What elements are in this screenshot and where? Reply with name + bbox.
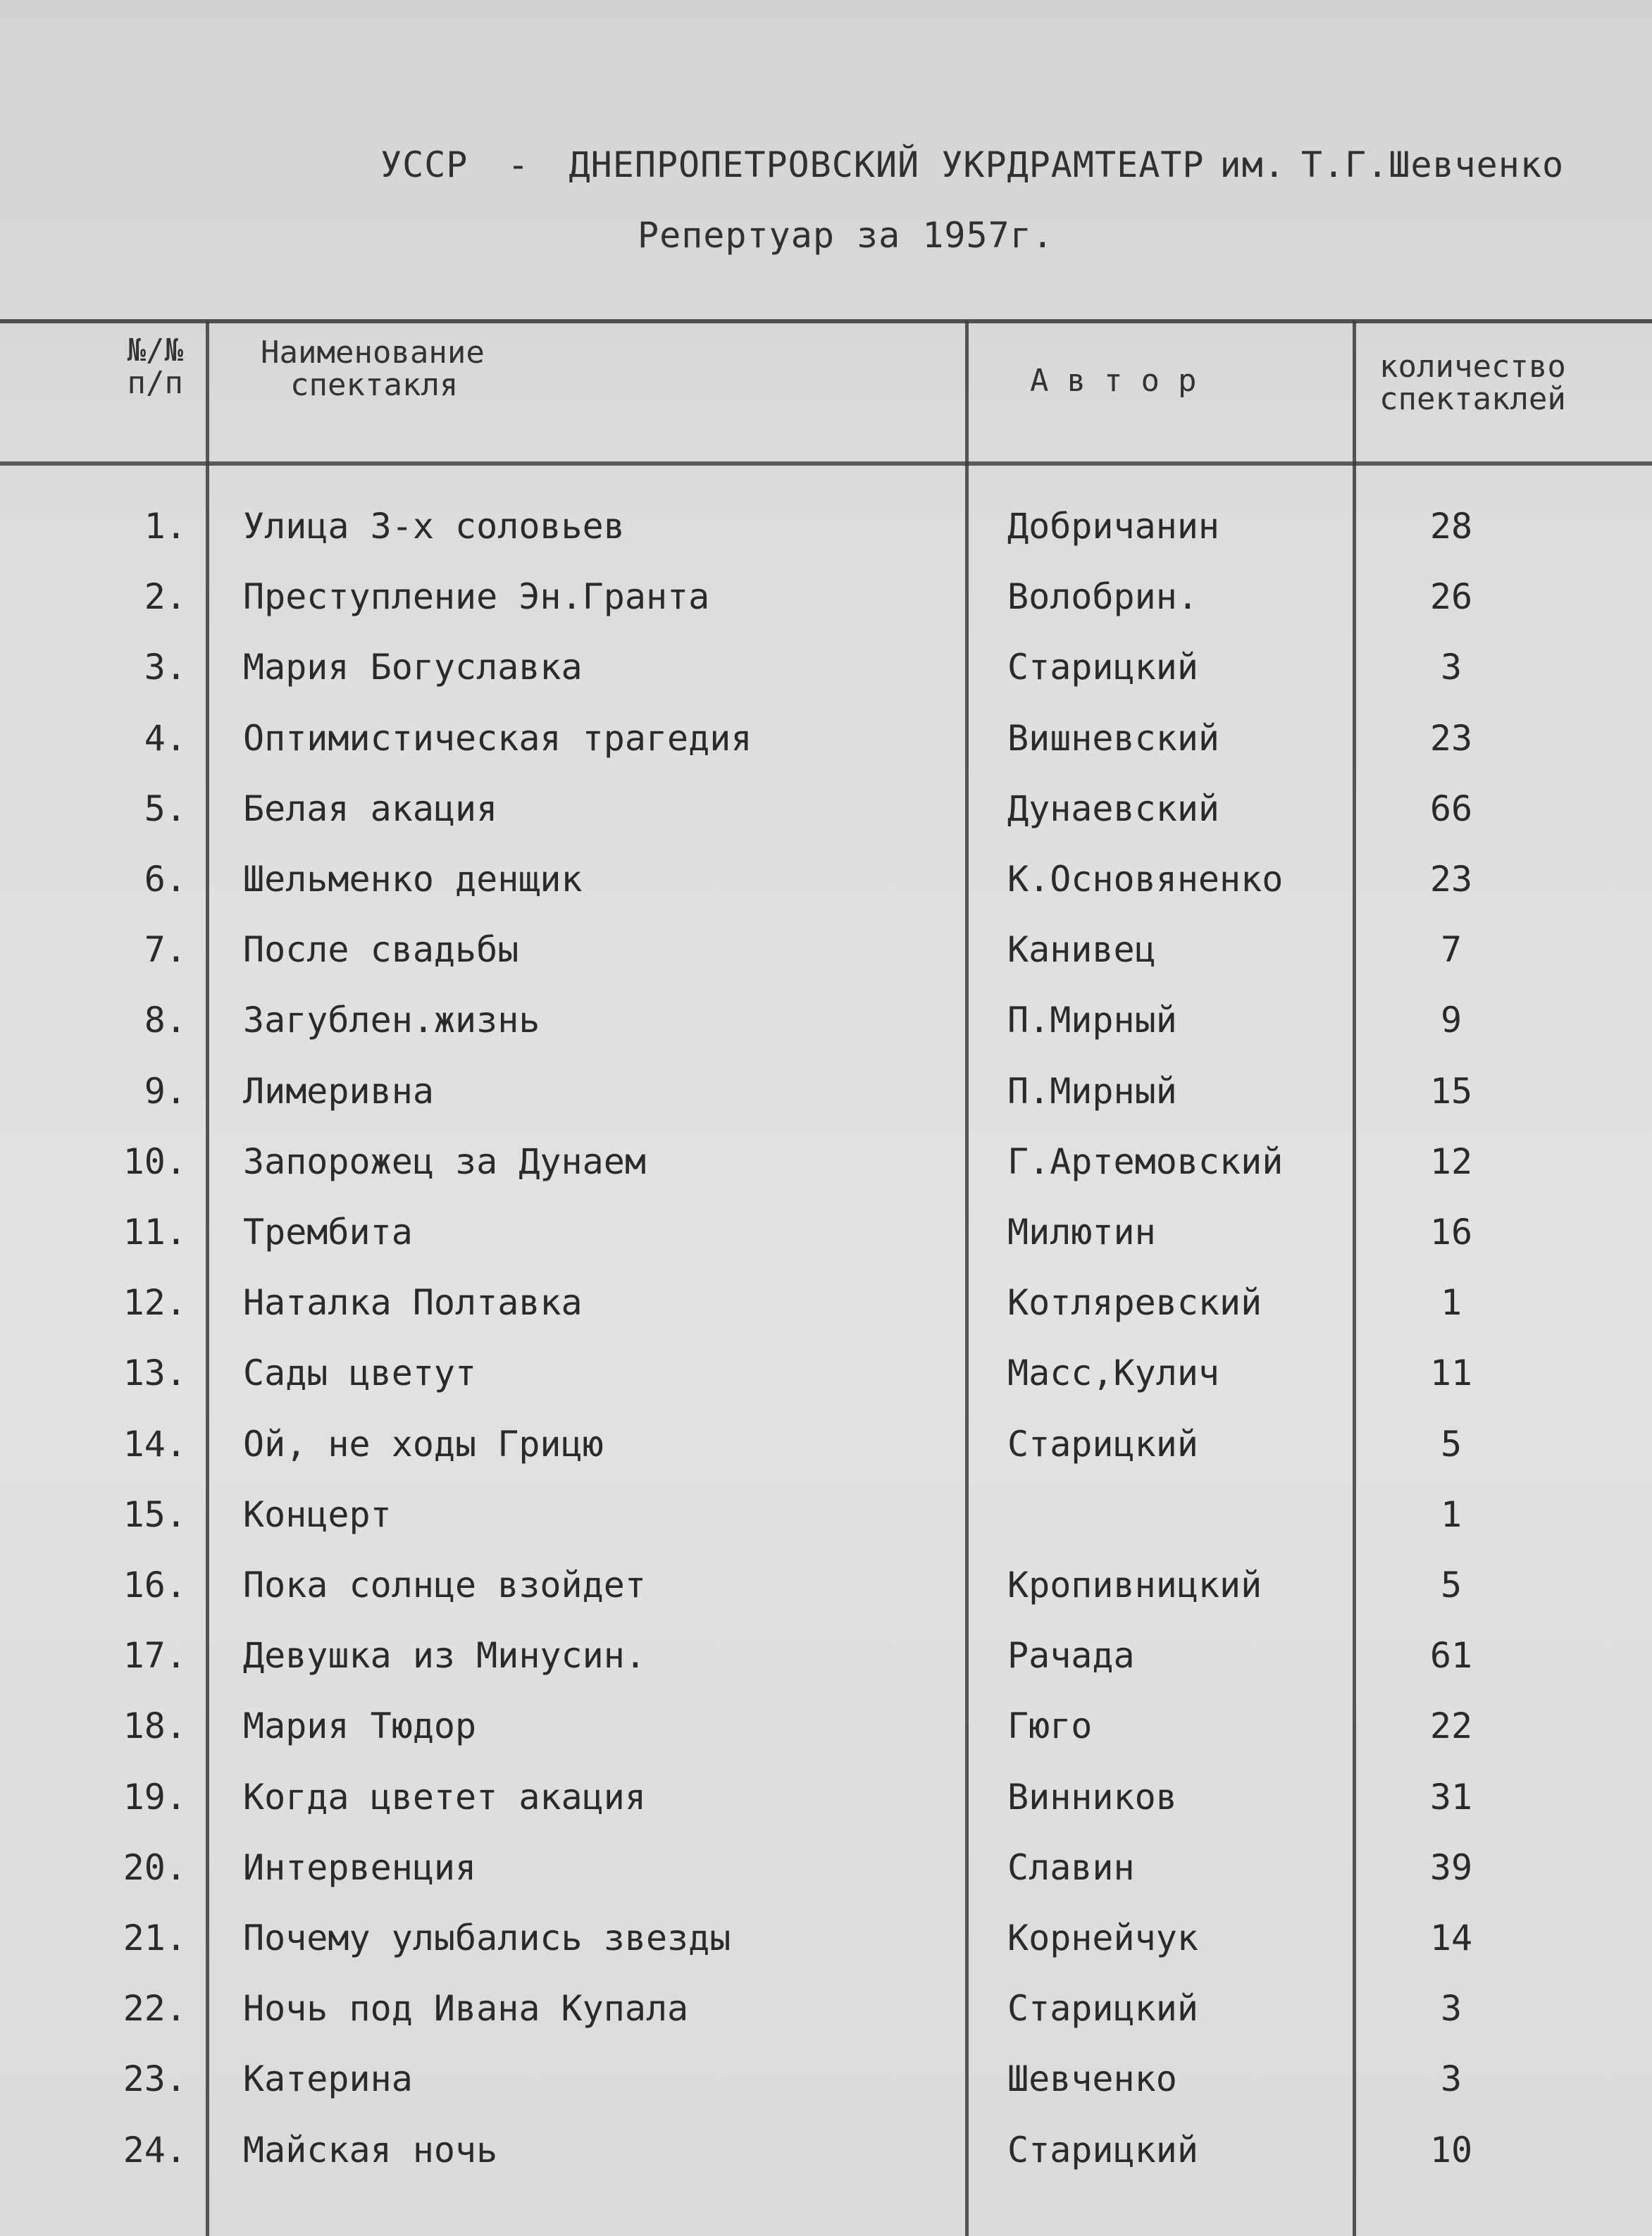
row-number: 7. xyxy=(144,929,187,970)
table-row xyxy=(0,1282,1652,1353)
row-performance-count: 1 xyxy=(1440,1494,1462,1535)
row-play-title: Мария Тюдор xyxy=(243,1706,477,1746)
row-performance-count: 3 xyxy=(1440,647,1462,688)
title-dash: - xyxy=(507,144,530,185)
header-count xyxy=(1379,351,1566,416)
row-performance-count: 11 xyxy=(1429,1353,1473,1393)
row-number: 6. xyxy=(144,859,187,900)
row-number: 1. xyxy=(144,506,187,547)
row-play-title: Запорожец за Дунаем xyxy=(243,1141,646,1182)
document-subtitle: Репертуар за 1957г. xyxy=(638,215,1054,256)
row-performance-count: 28 xyxy=(1429,506,1473,547)
table-row xyxy=(0,929,1652,1000)
table-header-rule xyxy=(0,461,1652,466)
table-row xyxy=(0,859,1652,929)
row-number: 8. xyxy=(144,1000,187,1041)
table-row xyxy=(0,1212,1652,1282)
table-row xyxy=(0,718,1652,788)
row-play-title: Майская ночь xyxy=(243,2130,498,2170)
row-number: 24. xyxy=(123,2130,187,2170)
row-number: 12. xyxy=(123,1282,187,1323)
row-play-title: Трембита xyxy=(243,1212,413,1253)
row-performance-count: 3 xyxy=(1440,2058,1462,2099)
row-performance-count: 26 xyxy=(1429,576,1473,617)
header-author: Автор xyxy=(1030,363,1215,399)
row-performance-count: 16 xyxy=(1429,1212,1473,1253)
row-number: 21. xyxy=(123,1918,187,1958)
table-row xyxy=(0,506,1652,576)
row-play-title: Преступление Эн.Гранта xyxy=(243,576,710,617)
row-author: Гюго xyxy=(1007,1706,1093,1746)
row-performance-count: 22 xyxy=(1429,1706,1473,1746)
header-name-line1: Наименование xyxy=(261,335,485,371)
header-number xyxy=(77,335,183,399)
table-row xyxy=(0,647,1652,717)
table-row xyxy=(0,1424,1652,1494)
row-number: 23. xyxy=(123,2058,187,2099)
row-author: Дунаевский xyxy=(1007,788,1220,829)
row-author: Старицкий xyxy=(1007,1424,1198,1465)
row-play-title: Когда цветет акация xyxy=(243,1777,646,1818)
row-number: 10. xyxy=(123,1141,187,1182)
row-performance-count: 10 xyxy=(1429,2130,1473,2170)
row-play-title: Белая акация xyxy=(243,788,498,829)
row-author: Волобрин. xyxy=(1007,576,1198,617)
table-row xyxy=(0,1000,1652,1070)
row-number: 20. xyxy=(123,1847,187,1888)
row-author: Корнейчук xyxy=(1007,1918,1198,1958)
row-author: Старицкий xyxy=(1007,1988,1198,2029)
row-play-title: Загублен.жизнь xyxy=(243,1000,540,1041)
table-row xyxy=(0,2130,1652,2200)
row-number: 9. xyxy=(144,1071,187,1112)
row-number: 13. xyxy=(123,1353,187,1393)
row-number: 16. xyxy=(123,1565,187,1605)
row-performance-count: 66 xyxy=(1429,788,1473,829)
table-row xyxy=(0,1494,1652,1565)
row-number: 22. xyxy=(123,1988,187,2029)
row-author: Винников xyxy=(1007,1777,1177,1818)
row-number: 19. xyxy=(123,1777,187,1818)
row-play-title: Концерт xyxy=(243,1494,392,1535)
title-theatre: ДНЕПРОПЕТРОВСКИЙ УКРДРАМТЕАТР xyxy=(569,144,1205,185)
table-row xyxy=(0,1565,1652,1635)
row-author: Добричанин xyxy=(1007,506,1220,547)
table-row xyxy=(0,1847,1652,1918)
row-performance-count: 39 xyxy=(1429,1847,1473,1888)
table-row xyxy=(0,788,1652,859)
row-play-title: Девушка из Минусин. xyxy=(243,1635,646,1676)
row-performance-count: 3 xyxy=(1440,1988,1462,2029)
table-row xyxy=(0,1141,1652,1212)
row-number: 18. xyxy=(123,1706,187,1746)
table-row xyxy=(0,1706,1652,1776)
row-performance-count: 23 xyxy=(1429,859,1473,900)
row-play-title: Сады цветут xyxy=(243,1353,477,1393)
row-author: Старицкий xyxy=(1007,647,1198,688)
header-name xyxy=(261,337,485,402)
row-number: 15. xyxy=(123,1494,187,1535)
row-author: П.Мирный xyxy=(1007,1000,1177,1041)
header-name-line2: спектакля xyxy=(290,367,459,403)
row-performance-count: 7 xyxy=(1440,929,1462,970)
row-play-title: После свадьбы xyxy=(243,929,519,970)
row-author: Милютин xyxy=(1007,1212,1156,1253)
title-person: Т.Г.Шевченко xyxy=(1300,144,1565,185)
table-row xyxy=(0,1777,1652,1847)
title-im: им. xyxy=(1219,144,1286,185)
header-number-line1: №/№ xyxy=(127,333,183,368)
table-row xyxy=(0,1353,1652,1423)
row-number: 3. xyxy=(144,647,187,688)
row-number: 4. xyxy=(144,718,187,759)
row-author: Рачада xyxy=(1007,1635,1135,1676)
row-author: Старицкий xyxy=(1007,2130,1198,2170)
header-number-line2: п/п xyxy=(127,365,183,401)
table-row xyxy=(0,1918,1652,1988)
table-top-rule xyxy=(0,319,1652,323)
row-play-title: Почему улыбались звезды xyxy=(243,1918,731,1958)
row-performance-count: 61 xyxy=(1429,1635,1473,1676)
row-performance-count: 23 xyxy=(1429,718,1473,759)
row-number: 11. xyxy=(123,1212,187,1253)
row-author: Шевченко xyxy=(1007,2058,1177,2099)
row-play-title: Мария Богуславка xyxy=(243,647,583,688)
row-performance-count: 9 xyxy=(1440,1000,1462,1041)
row-performance-count: 14 xyxy=(1429,1918,1473,1958)
row-author: Славин xyxy=(1007,1847,1135,1888)
document-title xyxy=(380,144,1564,185)
row-number: 17. xyxy=(123,1635,187,1676)
row-play-title: Наталка Полтавка xyxy=(243,1282,583,1323)
row-play-title: Интервенция xyxy=(243,1847,477,1888)
table-row xyxy=(0,1635,1652,1706)
row-play-title: Улица 3-х соловьев xyxy=(243,506,625,547)
row-play-title: Шельменко денщик xyxy=(243,859,583,900)
row-play-title: Катерина xyxy=(243,2058,413,2099)
row-author: Канивец xyxy=(1007,929,1156,970)
row-author: К.Основяненко xyxy=(1007,859,1284,900)
row-play-title: Оптимистическая трагедия xyxy=(243,718,752,759)
header-count-line1: количество xyxy=(1379,349,1566,385)
row-author: Котляревский xyxy=(1007,1282,1262,1323)
title-org: УССР xyxy=(380,144,468,185)
header-count-line2: спектаклей xyxy=(1379,381,1566,417)
row-play-title: Лимеривна xyxy=(243,1071,434,1112)
row-author: П.Мирный xyxy=(1007,1071,1177,1112)
table-row xyxy=(0,2058,1652,2129)
row-play-title: Ой, не ходы Грицю xyxy=(243,1424,604,1465)
table-row xyxy=(0,1988,1652,2058)
row-performance-count: 5 xyxy=(1440,1565,1462,1605)
row-author: Кропивницкий xyxy=(1007,1565,1262,1605)
row-performance-count: 15 xyxy=(1429,1071,1473,1112)
row-performance-count: 5 xyxy=(1440,1424,1462,1465)
row-performance-count: 31 xyxy=(1429,1777,1473,1818)
row-author: Г.Артемовский xyxy=(1007,1141,1284,1182)
row-number: 5. xyxy=(144,788,187,829)
row-author: Вишневский xyxy=(1007,718,1220,759)
row-play-title: Пока солнце взойдет xyxy=(243,1565,646,1605)
row-author: Масс,Кулич xyxy=(1007,1353,1220,1393)
row-play-title: Ночь под Ивана Купала xyxy=(243,1988,689,2029)
row-performance-count: 1 xyxy=(1440,1282,1462,1323)
table-row xyxy=(0,576,1652,647)
row-number: 2. xyxy=(144,576,187,617)
row-number: 14. xyxy=(123,1424,187,1465)
table-row xyxy=(0,1071,1652,1141)
row-performance-count: 12 xyxy=(1429,1141,1473,1182)
